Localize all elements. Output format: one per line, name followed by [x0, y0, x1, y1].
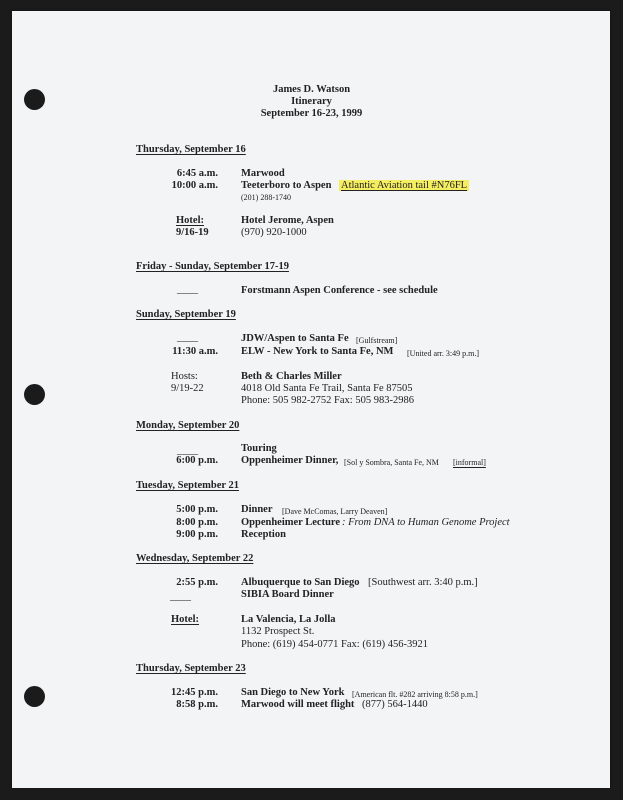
day-heading: Thursday, September 23: [136, 663, 246, 674]
hotel-label: Hotel:: [176, 215, 204, 226]
event-phone: (877) 564-1440: [362, 699, 428, 710]
event-time: 5:00 p.m.: [176, 504, 218, 515]
binder-hole: [24, 384, 45, 405]
hosts-name: Beth & Charles Miller: [241, 371, 342, 382]
event-title: Forstmann Aspen Conference - see schedule: [241, 285, 438, 296]
event-title: Marwood: [241, 168, 285, 179]
day-heading: Friday - Sunday, September 17-19: [136, 261, 289, 272]
day-heading: Wednesday, September 22: [136, 553, 254, 564]
day-heading: Monday, September 20: [136, 420, 240, 431]
event-note: [American flt. #282 arriving 8:58 p.m.]: [352, 690, 478, 699]
hotel-name: La Valencia, La Jolla: [241, 614, 336, 625]
event-time: 2:55 p.m.: [176, 577, 218, 588]
highlighted-note-text: Atlantic Aviation tail #N76FL: [341, 180, 468, 191]
event-note: [Sol y Sombra, Santa Fe, NM: [344, 458, 439, 467]
event-note: [informal]: [453, 458, 486, 467]
event-title: JDW/Aspen to Santa Fe: [241, 333, 349, 344]
hotel-phone: (970) 920-1000: [241, 227, 307, 238]
event-time: 10:00 a.m.: [171, 180, 218, 191]
day-heading: Thursday, September 16: [136, 144, 246, 155]
hotel-dates: 9/16-19: [176, 227, 209, 238]
event-note: [Dave McComas, Larry Deaven]: [282, 507, 388, 516]
hotel-label: Hotel:: [171, 614, 199, 625]
event-title: Touring: [241, 443, 277, 454]
event-time: 6:00 p.m.: [176, 455, 218, 466]
event-time: 8:58 p.m.: [176, 699, 218, 710]
event-time: 8:00 p.m.: [176, 517, 218, 528]
binder-hole: [24, 686, 45, 707]
event-time: 6:45 a.m.: [176, 168, 218, 179]
event-title: Dinner: [241, 504, 273, 515]
hotel-name: Hotel Jerome, Aspen: [241, 215, 334, 226]
event-time: 9:00 p.m.: [176, 529, 218, 540]
doc-name: James D. Watson: [272, 84, 351, 95]
event-note: : From DNA to Human Genome Project: [342, 517, 510, 528]
event-title: Oppenheimer Dinner,: [241, 455, 339, 466]
event-title: SIBIA Board Dinner: [241, 589, 334, 600]
event-title: ELW - New York to Santa Fe, NM: [241, 346, 394, 357]
event-note: [Gulfstream]: [356, 336, 398, 345]
event-title: Teeterboro to Aspen: [241, 180, 332, 191]
event-note: [United arr. 3:49 p.m.]: [407, 349, 479, 358]
event-title: Reception: [241, 529, 286, 540]
event-time: 11:30 a.m.: [172, 346, 218, 357]
event-time: 12:45 p.m.: [171, 687, 218, 698]
doc-dates: September 16-23, 1999: [260, 108, 363, 119]
event-note: [Southwest arr. 3:40 p.m.]: [368, 577, 478, 588]
blank-time: ____: [177, 445, 198, 456]
hosts-address: 4018 Old Santa Fe Trail, Santa Fe 87505: [241, 383, 413, 394]
day-heading: Sunday, September 19: [136, 309, 236, 320]
day-heading: Tuesday, September 21: [136, 480, 239, 491]
event-phone: (201) 288-1740: [241, 193, 291, 202]
event-title: Albuquerque to San Diego: [241, 577, 360, 588]
event-title: Oppenheimer Lecture: [241, 517, 341, 528]
highlighted-note: [339, 180, 469, 192]
hotel-phone: Phone: (619) 454-0771 Fax: (619) 456-3921: [241, 639, 428, 650]
event-title: Marwood will meet flight: [241, 699, 355, 710]
hosts-label: Hosts:: [171, 371, 198, 382]
blank-time: ____: [177, 284, 198, 295]
hosts-dates: 9/19-22: [171, 383, 204, 394]
event-title: San Diego to New York: [241, 687, 345, 698]
blank-time: ____: [177, 332, 198, 343]
doc-title: Itinerary: [291, 96, 332, 107]
blank-time: ____: [170, 591, 191, 602]
hosts-phone: Phone: 505 982-2752 Fax: 505 983-2986: [241, 395, 414, 406]
hotel-address: 1132 Prospect St.: [241, 626, 315, 637]
